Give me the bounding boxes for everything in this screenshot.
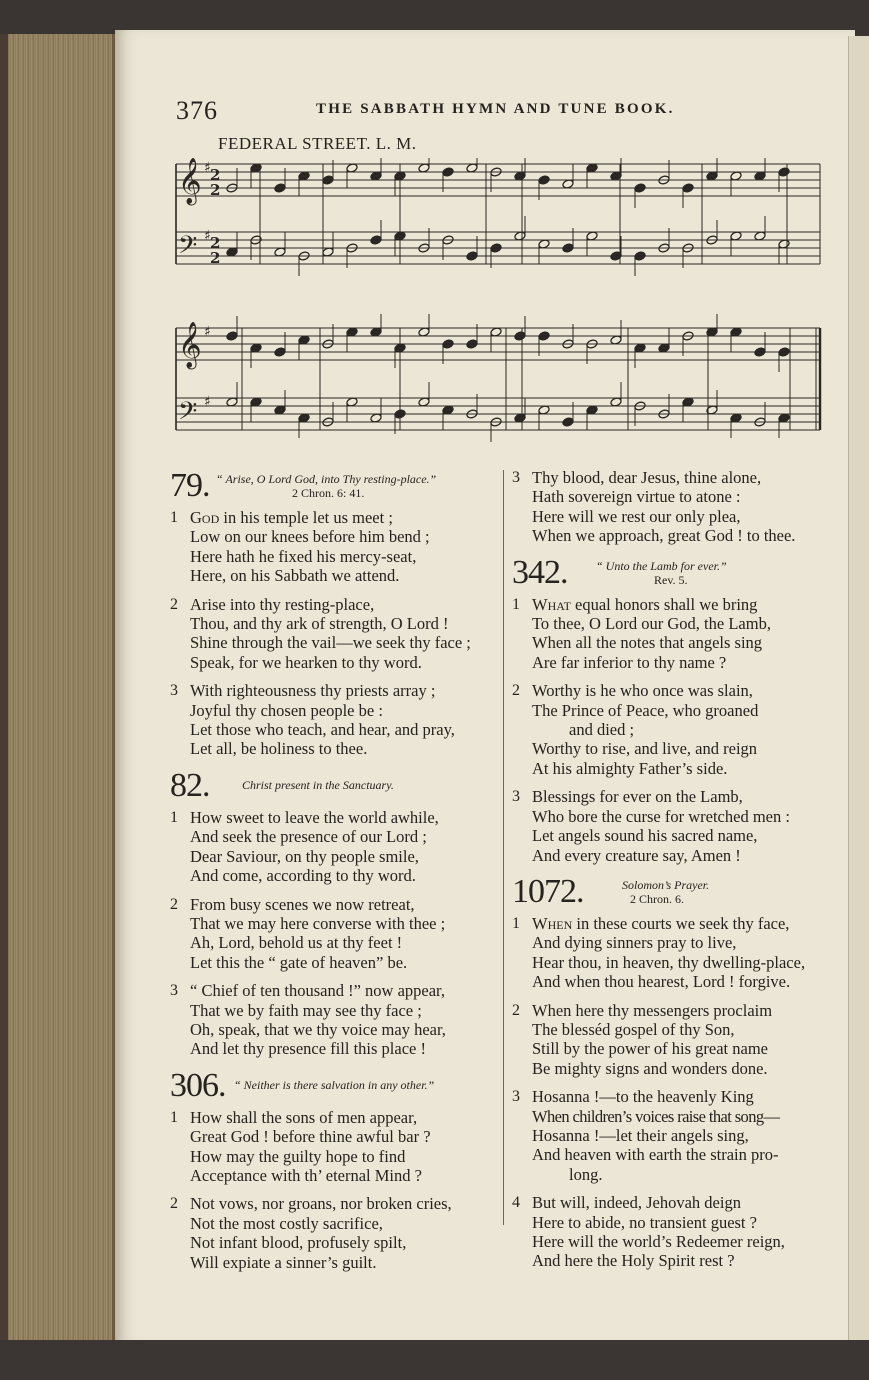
note-head <box>466 251 478 261</box>
scan-background-top <box>0 0 869 34</box>
verse-line: And come, according to thy word. <box>190 866 416 886</box>
hymn-header <box>512 555 830 595</box>
verse-line: From busy scenes we now retreat, <box>190 894 415 914</box>
stanza <box>170 681 500 759</box>
verse-line-continuation: and died ; <box>569 720 635 740</box>
hymn-header <box>512 874 830 914</box>
verse-line: When here thy messengers proclaim <box>532 1000 773 1020</box>
verse-line: To thee, O Lord our God, the Lamb, <box>532 614 771 634</box>
stanza <box>170 808 500 886</box>
verse-line: Here to abide, no transient guest ? <box>532 1212 757 1232</box>
stanza <box>512 787 830 865</box>
stanza <box>512 468 830 546</box>
hymn-number: 306. <box>170 1066 226 1104</box>
stanza <box>512 914 830 992</box>
verse-line: And heaven with earth the strain pro- <box>532 1145 779 1165</box>
verse-line: How may the guilty hope to find <box>190 1146 406 1166</box>
next-page-sliver <box>848 36 869 1340</box>
book-cover-edge <box>0 34 8 1344</box>
note-head <box>538 331 550 341</box>
note-head <box>274 183 286 193</box>
verse-line: When we approach, great God ! to thee. <box>532 526 796 546</box>
verse-line: Here, on his Sabbath we attend. <box>190 566 400 586</box>
verse-line: Here will the world’s Redeemer reign, <box>532 1232 785 1251</box>
first-word: What <box>532 594 571 614</box>
verse-line: Hosanna !—to the heavenly King <box>532 1087 754 1107</box>
verse-line: Hear thou, in heaven, thy dwelling-place, <box>532 952 806 972</box>
stanza <box>512 595 830 673</box>
hymn-header <box>170 468 500 508</box>
verse-line: Here hath he fixed his mercy-seat, <box>190 546 417 566</box>
verse-line: That we may here converse with thee ; <box>190 913 446 933</box>
verse-line: When children’s voices raise that song— <box>532 1106 780 1126</box>
note-head <box>778 347 790 357</box>
hymn-number: 1072. <box>512 872 584 910</box>
scan-background-bottom <box>0 1340 869 1380</box>
hymn-title: Solomon’s Prayer. <box>622 877 710 892</box>
hymn-title: “ Neither is there salvation in any other.” <box>234 1077 435 1092</box>
verse-line: Great God ! before thine awful bar ? <box>190 1127 431 1147</box>
stanza <box>170 1108 500 1186</box>
verse-line: Arise into thy resting-place, <box>190 594 375 614</box>
hymn-header <box>170 768 500 808</box>
verse-line: Oh, speak, that we thy voice may hear, <box>190 1019 446 1039</box>
verse-line: And dying sinners pray to live, <box>532 933 737 953</box>
verse-line: Worthy to rise, and live, and reign <box>532 739 758 759</box>
hymn-title: “ Arise, O Lord God, into Thy resting-place.” <box>216 472 437 486</box>
note-head <box>634 183 646 193</box>
treble-clef-icon: 𝄞 <box>178 158 202 204</box>
verse-line: Are far inferior to thy name ? <box>532 652 727 672</box>
verse-line: Hosanna !—let their angels sing, <box>532 1125 749 1145</box>
hymn-title: Christ present in the Sanctuary. <box>242 777 394 792</box>
note-head <box>322 175 334 185</box>
bass-clef-icon: 𝄢 <box>178 397 198 432</box>
music-score-system-2 <box>170 314 825 446</box>
note-head <box>682 183 694 193</box>
hymn-number: 342. <box>512 553 568 591</box>
note-head <box>466 339 478 349</box>
verse-line: Not infant blood, profusely spilt, <box>190 1233 407 1253</box>
scripture-reference: 2 Chron. 6: 41. <box>292 486 365 500</box>
verse-line: The blesséd gospel of thy Son, <box>532 1019 735 1039</box>
sharp-icon: ♯ <box>204 160 211 176</box>
stanza-number: 1 <box>512 914 520 932</box>
hymn-number: 82. <box>170 766 210 804</box>
note-head <box>274 347 286 357</box>
stanza-number: 4 <box>512 1194 520 1212</box>
right-column <box>512 468 830 1280</box>
stanza-number: 3 <box>170 982 178 1000</box>
verse-line: Not vows, nor groans, nor broken cries, <box>190 1194 452 1214</box>
verse-line: And when thou hearest, Lord ! forgive. <box>532 972 791 992</box>
verse-line: Ah, Lord, behold us at thy feet ! <box>190 933 403 953</box>
note-head <box>778 167 790 177</box>
stanza-number: 2 <box>512 682 520 700</box>
verse-line: And here the Holy Spirit rest ? <box>532 1251 735 1271</box>
note-head <box>226 331 238 341</box>
verse-line: How sweet to leave the world awhile, <box>190 807 439 827</box>
note-head <box>634 251 646 261</box>
verse-line: Speak, for we hearken to thy word. <box>190 652 422 672</box>
stanza-number: 2 <box>170 1195 178 1213</box>
book-page-edges <box>0 34 115 1344</box>
stanza-number: 3 <box>170 682 178 700</box>
verse-line: And every creature say, Amen ! <box>532 845 741 865</box>
stanza-number: 2 <box>170 595 178 613</box>
verse-line: Not the most costly sacrifice, <box>190 1213 383 1233</box>
verse-line: That we by faith may see thy face ; <box>190 1000 422 1020</box>
verse-line: Dear Saviour, on thy people smile, <box>190 846 419 866</box>
verse-line <box>512 914 830 933</box>
hymn-header <box>170 1068 500 1108</box>
verse-line: And let thy presence fill this place ! <box>190 1039 426 1059</box>
stanza <box>512 1087 830 1184</box>
verse-line: Joyful thy chosen people be : <box>190 700 383 720</box>
first-word: When <box>532 913 573 933</box>
first-word: God <box>190 508 220 527</box>
stanza <box>170 595 500 673</box>
stanza-number: 1 <box>512 595 520 613</box>
left-column <box>170 468 500 1281</box>
verse-line: How shall the sons of men appear, <box>190 1107 418 1127</box>
stanza-number: 3 <box>512 1088 520 1106</box>
time-signature: 2 <box>210 181 221 199</box>
stanza-number: 2 <box>512 1001 520 1019</box>
sharp-icon: ♯ <box>204 324 211 340</box>
hymn-title: “ Unto the Lamb for ever.” <box>596 558 727 573</box>
verse-line: Here will we rest our only plea, <box>532 506 741 526</box>
note-head <box>514 331 526 341</box>
hymn-342 <box>512 555 830 865</box>
stanza <box>512 681 830 778</box>
stanza-number: 3 <box>512 469 520 486</box>
time-signature: 2 <box>210 166 221 184</box>
hymn-number: 79. <box>170 467 210 504</box>
column-divider <box>503 470 504 1225</box>
page-number: 376 <box>176 96 218 125</box>
hymn-82 <box>170 768 500 1059</box>
hymn-1072 <box>512 874 830 1271</box>
verse-line: Thou, and thy ark of strength, O Lord ! <box>190 614 449 634</box>
verse-line: When all the notes that angels sing <box>532 633 763 653</box>
verse-line: And seek the presence of our Lord ; <box>190 827 427 847</box>
note-head <box>754 347 766 357</box>
sharp-icon: ♯ <box>204 228 211 244</box>
scripture-reference: Rev. 5. <box>654 572 688 587</box>
bass-clef-icon: 𝄢 <box>178 231 198 266</box>
stanza <box>512 1193 830 1271</box>
stanza-number: 1 <box>170 1108 178 1126</box>
hymn-306 <box>170 1068 500 1272</box>
verse-line: Let all, be holiness to thee. <box>190 739 368 759</box>
sharp-icon: ♯ <box>204 394 211 410</box>
note-head <box>490 243 502 253</box>
verse-line: Who bore the curse for wretched men : <box>532 806 790 826</box>
verse-line: Acceptance with th’ eternal Mind ? <box>190 1165 422 1185</box>
verse-line: Will expiate a sinner’s guilt. <box>190 1252 377 1272</box>
line-rest: in his temple let us meet ; <box>219 508 393 527</box>
verse-line: Still by the power of his great name <box>532 1039 768 1059</box>
stanza-number: 3 <box>512 788 520 806</box>
running-title: THE SABBATH HYMN AND TUNE BOOK. <box>316 101 675 117</box>
stanza <box>170 981 500 1059</box>
note-head <box>538 175 550 185</box>
treble-clef-icon: 𝄞 <box>178 322 202 368</box>
tune-title: FEDERAL STREET. L. M. <box>218 134 417 153</box>
stanza <box>170 895 500 973</box>
verse-line: The Prince of Peace, who groaned <box>532 700 759 720</box>
line-rest: equal honors shall we bring <box>570 594 758 614</box>
verse-line: Thy blood, dear Jesus, thine alone, <box>532 468 762 487</box>
stanza-number: 2 <box>170 895 178 913</box>
note-head <box>562 417 574 427</box>
stanza <box>170 508 500 586</box>
stanza-number: 1 <box>170 509 178 526</box>
verse-line: At his almighty Father’s side. <box>532 758 728 778</box>
verse-line: Let those who teach, and hear, and pray, <box>190 720 455 740</box>
scripture-reference: 2 Chron. 6. <box>630 891 684 906</box>
page-header <box>176 96 696 126</box>
verse-line: “ Chief of ten thousand !” now appear, <box>190 981 446 1001</box>
verse-line: Be mighty signs and wonders done. <box>532 1058 768 1078</box>
music-notation <box>170 314 825 446</box>
verse-line-continuation: long. <box>569 1164 603 1184</box>
note-head <box>394 409 406 419</box>
time-signature: 2 <box>210 234 221 252</box>
verse-line: With righteousness thy priests array ; <box>190 681 436 701</box>
verse-line <box>512 595 830 614</box>
verse-line: Worthy is he who once was slain, <box>532 681 753 701</box>
stanza <box>512 1001 830 1079</box>
line-rest: in these courts we seek thy face, <box>572 913 790 933</box>
stanza <box>170 1194 500 1272</box>
verse-line: Let angels sound his sacred name, <box>532 826 758 846</box>
music-notation <box>170 158 825 280</box>
verse-line: Low on our knees before him bend ; <box>190 527 430 547</box>
verse-line <box>170 508 500 527</box>
note-head <box>442 167 454 177</box>
verse-line: Let this the “ gate of heaven” be. <box>190 952 408 972</box>
verse-line: Hath sovereign virtue to atone : <box>532 487 741 507</box>
verse-line: But will, indeed, Jehovah deign <box>532 1193 741 1213</box>
verse-line: Shine through the vail—we seek thy face ; <box>190 633 471 653</box>
hymn-79 <box>170 468 500 759</box>
note-head <box>370 235 382 245</box>
music-score-system-1 <box>170 158 825 280</box>
note-head <box>562 243 574 253</box>
stanza-number: 1 <box>170 808 178 826</box>
note-head <box>442 339 454 349</box>
time-signature: 2 <box>210 249 221 267</box>
verse-line: Blessings for ever on the Lamb, <box>532 787 743 807</box>
